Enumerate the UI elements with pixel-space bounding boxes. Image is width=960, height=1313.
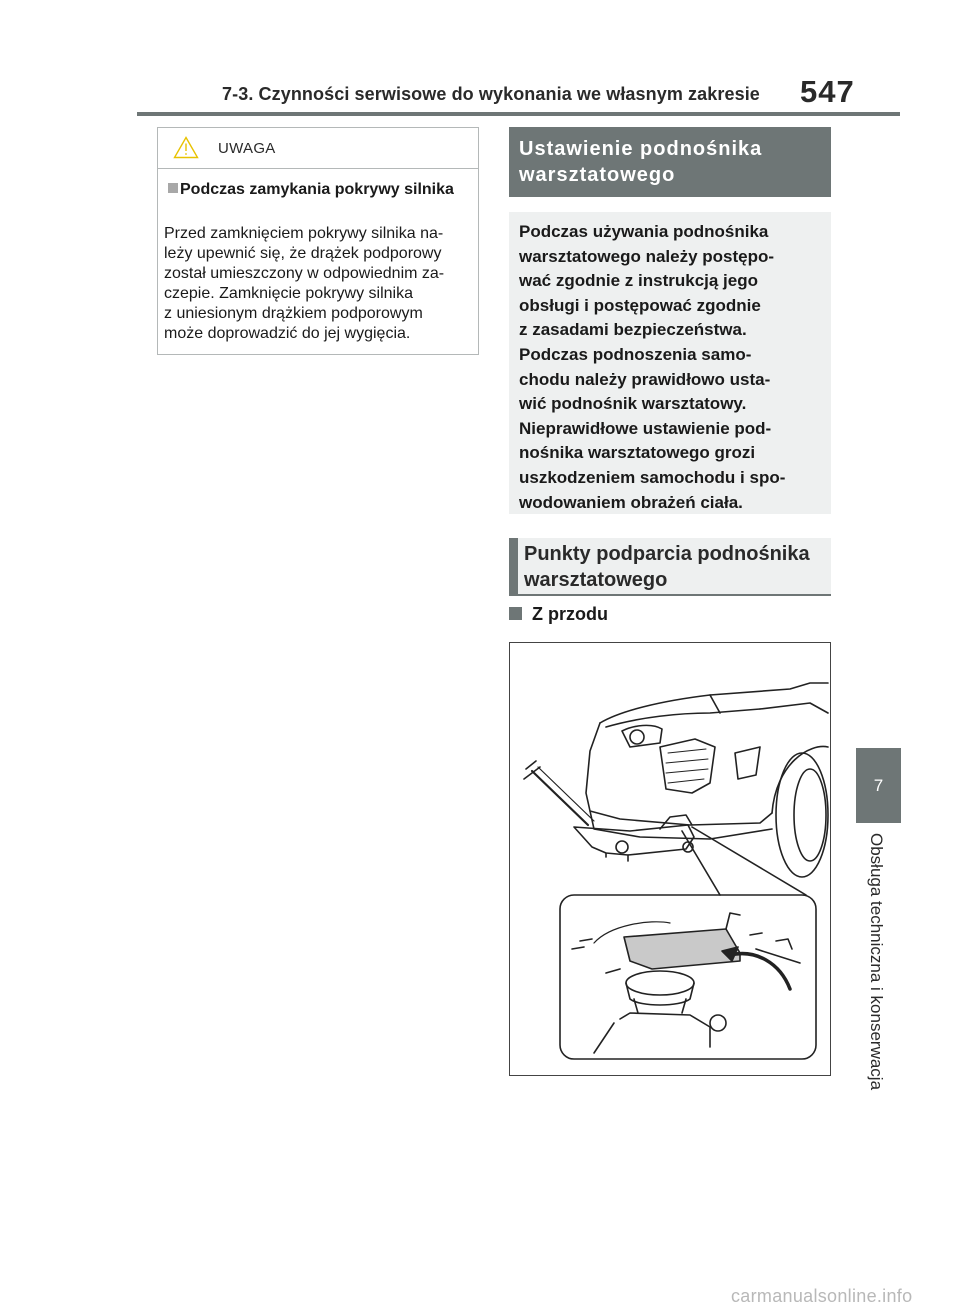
header-title: 7-3. Czynności serwisowe do wykonania we własnym zakresie: [222, 84, 760, 104]
info-line: wodowaniem obrażeń ciała.: [519, 492, 743, 512]
info-box: [509, 212, 831, 514]
watermark: carmanualsonline.info: [731, 1286, 913, 1306]
header-rule: [137, 112, 900, 116]
info-line: wać zgodnie z instrukcją jego: [519, 271, 758, 291]
info-line: obsługi i postępować zgodnie: [519, 295, 761, 315]
chapter-tab[interactable]: 7: [856, 748, 901, 823]
caution-line: leży upewnić się, że drążek podporowy: [164, 245, 442, 262]
caution-header: [158, 128, 478, 169]
bullet-square-icon: [168, 183, 178, 193]
info-line: uszkodzeniem samochodu i spo-: [519, 467, 786, 487]
caution-title: UWAGA: [218, 140, 276, 157]
info-line: chodu należy prawidłowo usta-: [519, 369, 771, 389]
chapter-side-label: Obsługa techniczna i konserwacja: [867, 833, 886, 1091]
caution-box: [157, 127, 479, 355]
caution-line: z uniesionym drążkiem podporowym: [164, 305, 423, 322]
bullet-square-icon: [509, 607, 522, 620]
section-title-jack-setup: Ustawienie podnośnika warsztatowego: [509, 127, 831, 197]
info-line: warsztatowego należy postępo-: [519, 246, 775, 266]
section-title-jack-points: Punkty podparcia podnośnika warsztatowego: [509, 538, 831, 596]
caution-line: Przed zamknięciem pokrywy silnika na-: [164, 225, 444, 242]
caution-subheading: Podczas zamykania pokrywy silnika: [168, 180, 480, 199]
figure-front-jack-point: [509, 642, 831, 1076]
caution-body: [164, 224, 480, 344]
info-line: Podczas podnoszenia samo-: [519, 344, 752, 364]
info-line: nośnika warsztatowego grozi: [519, 443, 756, 463]
page-number: 547: [800, 74, 855, 109]
info-line: z zasadami bezpieczeństwa.: [519, 320, 747, 340]
caution-line: został umieszczony w odpowiednim za-: [164, 265, 445, 282]
caution-line: czepie. Zamknięcie pokrywy silnika: [164, 285, 413, 302]
caution-line: może doprowadzić do jej wygięcia.: [164, 325, 411, 342]
car-jack-illustration: [510, 643, 830, 1075]
info-line: Nieprawidłowe ustawienie pod-: [519, 418, 772, 438]
warning-triangle-icon: [173, 136, 199, 159]
info-line: Podczas używania podnośnika: [519, 222, 769, 241]
info-line: wić podnośnik warsztatowy.: [519, 394, 747, 414]
subheading-front: Z przodu: [509, 604, 608, 625]
